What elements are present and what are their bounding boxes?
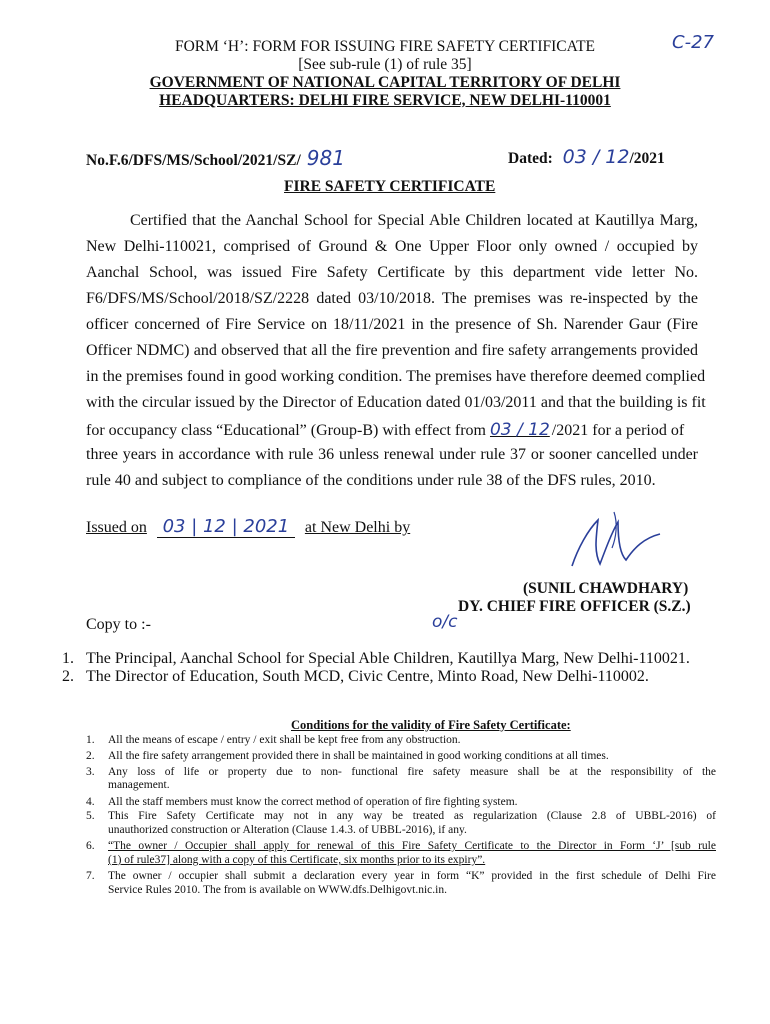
condition-text: Any loss of life or property due to non- functional fire safety measure shall be at the responsibility of the — [108, 766, 716, 778]
date-day-handwritten: 03 — [562, 146, 587, 168]
condition-text: All the fire safety arrangement provided there in shall be maintained in good working conditions at all times. — [108, 750, 609, 762]
signatory-designation: DY. CHIEF FIRE OFFICER (S.Z.) — [458, 598, 691, 615]
condition-text: All the staff members must know the correct method of operation of fire fighting system. — [108, 796, 518, 808]
effective-date-handwritten: 03 / 12 — [489, 420, 550, 440]
body-line-4: F6/DFS/MS/School/2018/SZ/2228 dated 03/10/2018. The premises was re-inspected by the — [86, 290, 698, 307]
body-line-8: with the circular issued by the Director of Education dated 01/03/2011 and that the building is fit — [86, 394, 706, 411]
condition-number: 7. — [86, 870, 95, 882]
certificate-title: FIRE SAFETY CERTIFICATE — [284, 178, 496, 195]
signature-mark — [560, 508, 680, 578]
signatory-name: (SUNIL CHAWDHARY) — [523, 580, 689, 597]
condition-number: 6. — [86, 840, 95, 852]
form-title: FORM ‘H’: FORM FOR ISSUING FIRE SAFETY CERTIFICATE — [174, 38, 596, 55]
body-line-1: Certified that the Aanchal School for Special Able Children located at Kautillya Marg, — [130, 212, 698, 229]
dated-label: Dated: — [508, 150, 553, 167]
date-line — [508, 146, 665, 168]
condition-number: 1. — [86, 734, 95, 746]
body-line-6: Officer NDMC) and observed that all the fire prevention and fire safety arrangements provided — [86, 342, 698, 359]
condition-number: 2. — [86, 750, 95, 762]
condition-number: 3. — [86, 766, 95, 778]
condition-text: The owner / occupier shall submit a declaration every year in form “K” provided in the first schedule of Delhi Fire — [108, 870, 716, 882]
condition-number: 5. — [86, 810, 95, 822]
condition-text-continued: (1) of rule37] along with a copy of this Certificate, six months prior to its expiry”. — [108, 854, 486, 866]
date-year: /2021 — [629, 150, 665, 167]
body-line-2: New Delhi-110021, comprised of Ground & One Upper Floor only owned / occupied by — [86, 238, 698, 255]
copy-to-item — [62, 650, 690, 668]
copy-to-number: 2. — [62, 668, 74, 685]
body-line-7: in the premises found in good working condition. The premises have therefore deemed complied — [86, 368, 706, 385]
body-line-9-end: /2021 for a period of — [551, 422, 685, 439]
copy-to-label: Copy to :- — [86, 616, 151, 633]
reference-number-label: No.F.6/DFS/MS/School/2021/SZ/ — [86, 152, 301, 169]
condition-text-continued: Service Rules 2010. The from is available on WWW.dfs.Delhigovt.nic.in. — [108, 884, 447, 896]
condition-text: This Fire Safety Certificate may not in any way be treated as regularization (Clause 2.8 of UBBL-2016) of — [108, 810, 716, 822]
body-line-9-start: for occupancy class “Educational” (Group-B) with effect from — [86, 422, 486, 439]
condition-text-continued: management. — [108, 779, 170, 791]
issued-date-handwritten: 03 | 12 | 2021 — [157, 516, 295, 538]
government-heading: GOVERNMENT OF NATIONAL CAPITAL TERRITORY OF DELHI — [149, 74, 621, 91]
issued-place: at New Delhi by — [304, 519, 411, 536]
body-line-5: officer concerned of Fire Service on 18/11/2021 in the presence of Sh. Narender Gaur (Fire — [86, 316, 698, 333]
body-line-9 — [86, 420, 698, 440]
copy-to-text: The Principal, Aanchal School for Special Able Children, Kautillya Marg, New Delhi-110021. — [86, 650, 690, 667]
reference-number — [86, 146, 345, 170]
reference-number-handwritten: 981 — [306, 146, 345, 170]
body-line-10: three years in accordance with rule 36 unless renewal under rule 37 or sooner cancelled under — [86, 446, 698, 463]
issued-label: Issued on — [86, 519, 147, 536]
condition-number: 4. — [86, 796, 95, 808]
page-mark: C-27 — [672, 32, 714, 53]
condition-text: All the means of escape / entry / exit shall be kept free from any obstruction. — [108, 734, 461, 746]
headquarters-heading: HEADQUARTERS: DELHI FIRE SERVICE, NEW DELHI-110001 — [159, 92, 611, 109]
sub-rule: [See sub-rule (1) of rule 35] — [298, 56, 472, 73]
condition-text-continued: unauthorized construction or Alteration (Clause 1.4.3. of UBBL-2016), if any. — [108, 824, 467, 836]
condition-text: “The owner / Occupier shall apply for renewal of this Fire Safety Certificate to the Director in Form ‘J’ [sub rule — [108, 840, 716, 852]
issued-line — [86, 516, 410, 538]
copy-to-number: 1. — [62, 650, 74, 667]
office-copy-note-handwritten: o/c — [432, 612, 458, 632]
body-line-11: rule 40 and subject to compliance of the conditions under rule 38 of the DFS rules, 2010. — [86, 472, 656, 489]
copy-to-text: The Director of Education, South MCD, Civic Centre, Minto Road, New Delhi-110002. — [86, 668, 649, 685]
date-month-handwritten: 12 — [605, 146, 630, 168]
date-separator-handwritten: / — [592, 146, 600, 168]
copy-to-item — [62, 668, 649, 686]
conditions-heading: Conditions for the validity of Fire Safety Certificate: — [291, 718, 571, 732]
body-line-3: Aanchal School, was issued Fire Safety Certificate by this department vide letter No. — [86, 264, 698, 281]
